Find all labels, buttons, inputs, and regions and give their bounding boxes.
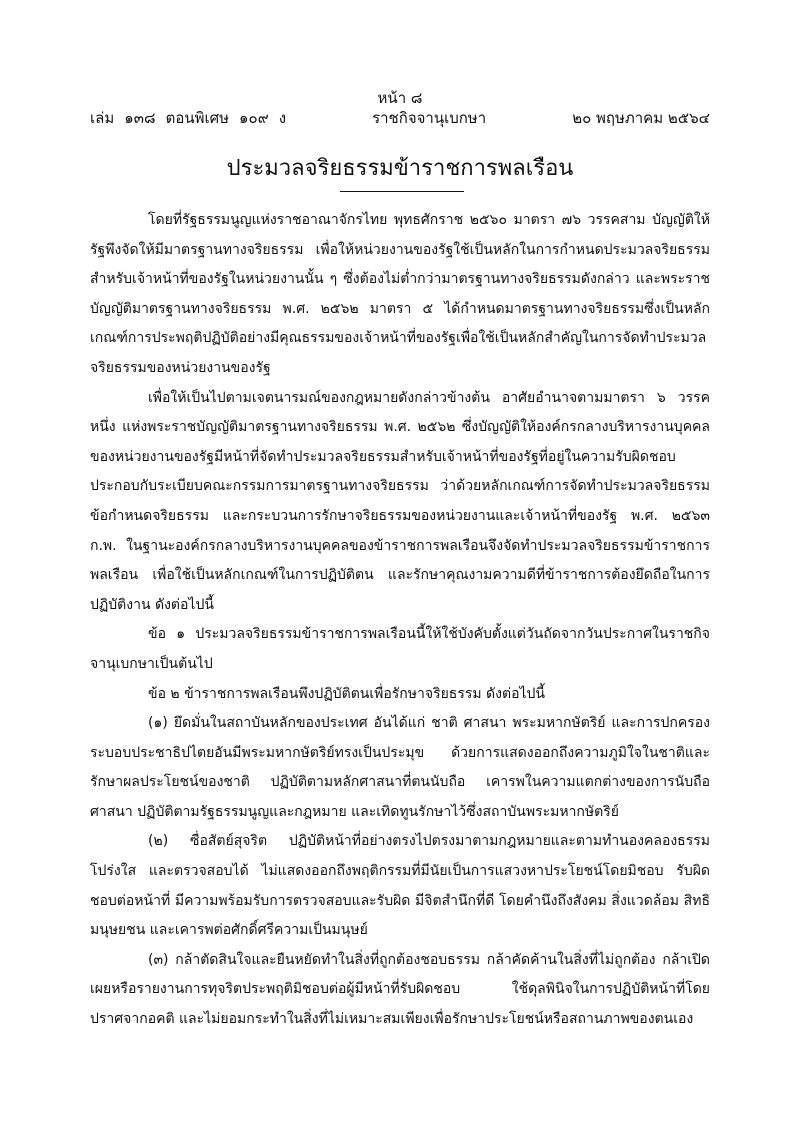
gazette-issue-info (90, 106, 286, 130)
volume-number: ๑๓๘ (124, 109, 156, 127)
paragraph-clause-2: ข้อ ๒ ข้าราชการพลเรือนพึงปฏิบัติตนเพื่อรักษาจริยธรรม ดังต่อไปนี้ (148, 685, 545, 702)
paragraph-preamble-2: เพื่อให้เป็นไปตามเจตนารมณ์ของกฎหมายดังกล่าวข้างต้น อาศัยอำนาจตามมาตรา ๖ วรรคหนึ่ง แห่งพระราชบัญญัติมาตรฐานทางจริยธรรม พ.ศ. ๒๕๖๒ ซึ่งบัญญัติให้องค์กรกลางบริหารงานบุคคลของหน่วยงานของรัฐมีหน้าที่จัดทำประมวลจริยธรรมสำหรับเจ้าหน้าที่ของรัฐที่อยู่ในความรับผิดชอบ ประกอบกับระเบียบคณะกรรมการมาตรฐานทางจริยธรรม ว่าด้วยหลักเกณฑ์การจัดทำประมวลจริยธรรม ข้อกำหนดจริยธรรม และกระบวนการรักษาจริยธรรมของหน่วยงานและเจ้าหน้าที่ของรัฐ พ.ศ. ๒๕๖๓ ก.พ. ในฐานะองค์กรกลางบริหารงานบุคคลของข้าราชการพลเรือนจึงจัดทำประมวลจริยธรรมข้าราชการพลเรือน เพื่อใช้เป็นหลักเกณฑ์ในการปฏิบัติตน และรักษาคุณงามความดีที่ข้าราชการต้องยึดถือในการปฏิบัติงาน ดังต่อไปนี้ (90, 389, 710, 613)
paragraph-item-2: (๒) ซื่อสัตย์สุจริต ปฏิบัติหน้าที่อย่างตรงไปตรงมาตามกฎหมายและตามทำนองคลองธรรม โปร่งใส และตรวจสอบได้ ไม่แสดงออกถึงพฤติกรรมที่มีนัยเป็นการแสวงหาประโยชน์โดยมิชอบ รับผิดชอบต่อหน้าที่ มีความพร้อมรับการตรวจสอบและรับผิด มีจิตสำนึกที่ดี โดยคำนึงถึงสังคม สิ่งแวดล้อม สิทธิมนุษยชน และเคารพต่อศักดิ์ศรีความเป็นมนุษย์ (90, 833, 710, 939)
gazette-header (90, 106, 710, 130)
issue-number: ๑๐๙ (239, 109, 269, 127)
issue-label: ตอนพิเศษ (165, 109, 230, 127)
volume-label: เล่ม (90, 109, 115, 127)
page-number: หน้า ๘ (377, 89, 423, 107)
paragraph-preamble-1: โดยที่รัฐธรรมนูญแห่งราชอาณาจักรไทย พุทธศักราช ๒๕๖๐ มาตรา ๗๖ วรรคสาม บัญญัติให้รัฐพึงจัดให้มีมาตรฐานทางจริยธรรม เพื่อให้หน่วยงานของรัฐใช้เป็นหลักในการกำหนดประมวลจริยธรรมสำหรับเจ้าหน้าที่ของรัฐในหน่วยงานนั้น ๆ ซึ่งต้องไม่ต่ำกว่ามาตรฐานทางจริยธรรมดังกล่าว และพระราชบัญญัติมาตรฐานทางจริยธรรม พ.ศ. ๒๕๖๒ มาตรา ๕ ได้กำหนดมาตรฐานทางจริยธรรมซึ่งเป็นหลักเกณฑ์การประพฤติปฏิบัติอย่างมีคุณธรรมของเจ้าหน้าที่ของรัฐเพื่อใช้เป็นหลักสำคัญในการจัดทำประมวลจริยธรรมของหน่วยงานของรัฐ (90, 212, 710, 376)
document-body (90, 206, 710, 1035)
paragraph-clause-1: ข้อ ๑ ประมวลจริยธรรมข้าราชการพลเรือนนี้ให้ใช้บังคับตั้งแต่วันถัดจากวันประกาศในราชกิจจานุเบกษาเป็นต้นไป (90, 626, 710, 672)
title-underline (340, 191, 464, 192)
paragraph-item-1: (๑) ยึดมั่นในสถาบันหลักของประเทศ อันได้แก่ ชาติ ศาสนา พระมหากษัตริย์ และการปกครองระบอบประชาธิปไตยอันมีพระมหากษัตริย์ทรงเป็นประมุข ด้วยการแสดงออกถึงความภูมิใจในชาติและรักษาผลประโยชน์ของชาติ ปฏิบัติตามหลักศาสนาที่ตนนับถือ เคารพในความแตกต่างของการนับถือศาสนา ปฏิบัติตามรัฐธรรมนูญและกฎหมาย และเทิดทูนรักษาไว้ซึ่งสถาบันพระมหากษัตริย์ (90, 715, 710, 820)
document-title: ประมวลจริยธรรมข้าราชการพลเรือน (226, 156, 574, 181)
paragraph-item-3: (๓) กล้าตัดสินใจและยืนหยัดทำในสิ่งที่ถูกต้องชอบธรรม กล้าคัดค้านในสิ่งที่ไม่ถูกต้อง กล้าเปิดเผยหรือรายงานการทุจริตประพฤติมิชอบต่อผู้มีหน้าที่รับผิดชอบ ใช้ดุลพินิจในการปฏิบัติหน้าที่โดยปราศจากอคติ และไม่ยอมกระทำในสิ่งที่ไม่เหมาะสมเพียงเพื่อรักษาประโยชน์หรือสถานภาพของตนเอง (90, 951, 710, 1028)
publication-date: ๒๐ พฤษภาคม ๒๕๖๔ (572, 109, 710, 127)
section-letter: ง (278, 109, 287, 127)
publication-name: ราชกิจจานุเบกษา (372, 109, 487, 127)
